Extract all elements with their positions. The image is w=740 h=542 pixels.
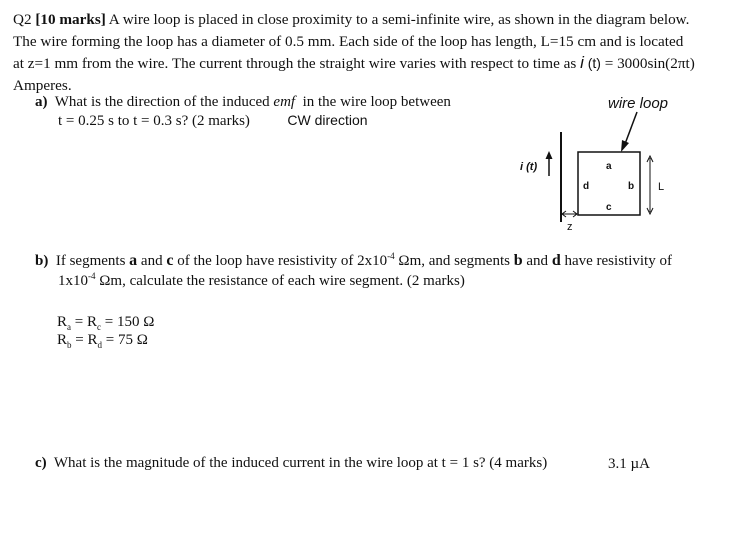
current-symbol: i bbox=[580, 53, 584, 72]
part-b-label: b) bbox=[35, 253, 49, 269]
current-arrow-head bbox=[546, 151, 553, 159]
part-c-answer: 3.1 µA bbox=[608, 456, 650, 472]
z-label: z bbox=[567, 221, 573, 233]
r-symbol-2: R bbox=[57, 332, 68, 348]
part-a-time-range: t = 0.25 s to t = 0.3 s? (2 marks) bbox=[58, 113, 250, 129]
part-c-text: What is the magnitude of the induced current in the wire loop at t = 1 s? (4 marks) bbox=[53, 455, 548, 471]
part-b-text-3: Ωm, and segments bbox=[398, 253, 510, 269]
part-b-text-5: 1x10 bbox=[58, 273, 88, 289]
answer-resistance-bd bbox=[57, 332, 148, 350]
part-b-text-1: If segments bbox=[55, 253, 126, 269]
wire-loop-diagram bbox=[520, 92, 710, 237]
side-a-label: a bbox=[606, 161, 612, 172]
intro-line-2: The wire forming the loop has a diameter of 0.5 mm. Each side of the loop has length, L=15 cm and is located bbox=[13, 32, 684, 50]
wire-loop-pointer bbox=[625, 112, 637, 144]
intro-line-3: at z=1 mm from the wire. The current through the straight wire varies with respect to time as bbox=[13, 55, 577, 72]
value-ac: = 150 Ω bbox=[100, 314, 155, 330]
current-label: i (t) bbox=[520, 161, 538, 173]
sub-d: d bbox=[97, 340, 102, 350]
intro-line-1: A wire loop is placed in close proximity to a semi-infinite wire, as shown in the diagram below. bbox=[108, 11, 690, 28]
question-marks: [10 marks] bbox=[35, 11, 106, 28]
segment-b: b bbox=[513, 252, 523, 269]
part-b-line-2 bbox=[58, 271, 465, 290]
exponent-2: -4 bbox=[88, 271, 96, 281]
side-b-label: b bbox=[628, 181, 635, 192]
sub-a: a bbox=[67, 322, 72, 332]
part-b-text-6: Ωm, calculate the resistance of each wire segment. (2 marks) bbox=[99, 273, 465, 289]
part-a-line-1 bbox=[35, 94, 451, 111]
part-b-text-2: of the loop have resistivity of 2x10 bbox=[177, 253, 388, 269]
current-t: (t) bbox=[587, 55, 601, 71]
wire-loop-label: wire loop bbox=[608, 95, 669, 112]
intro-line-4: Amperes. bbox=[13, 76, 72, 94]
part-a-text-pre: What is the direction of the induced bbox=[54, 94, 270, 110]
r-symbol-1: R bbox=[57, 314, 68, 330]
value-bd: = 75 Ω bbox=[101, 332, 148, 348]
part-a-label: a) bbox=[35, 94, 48, 110]
eq-1: = R bbox=[71, 314, 97, 330]
current-expression: = 3000sin(2πt) bbox=[604, 55, 695, 72]
exponent-1: -4 bbox=[387, 251, 395, 261]
segment-d: d bbox=[551, 252, 561, 269]
answer-resistance-ac bbox=[57, 314, 154, 332]
side-d-label: d bbox=[583, 181, 590, 192]
wire-loop-pointer-head bbox=[621, 140, 629, 152]
part-a-answer: CW direction bbox=[287, 112, 368, 128]
sub-c: c bbox=[96, 322, 101, 332]
part-a-text-post: in the wire loop between bbox=[302, 94, 451, 110]
side-c-label: c bbox=[606, 202, 612, 213]
part-a-line-2 bbox=[58, 112, 368, 130]
question-number: Q2 bbox=[13, 11, 32, 28]
part-b-and-1: and bbox=[140, 253, 163, 269]
sub-b: b bbox=[67, 340, 72, 350]
segment-c: c bbox=[166, 252, 174, 269]
part-b-line-1 bbox=[35, 251, 672, 270]
part-a-emf: emf bbox=[273, 94, 296, 110]
question-intro bbox=[13, 9, 728, 96]
part-c-label: c) bbox=[35, 455, 47, 471]
part-c-line bbox=[35, 455, 547, 472]
segment-a: a bbox=[129, 252, 138, 269]
part-b-text-4: have resistivity of bbox=[564, 253, 672, 269]
part-b-and-2: and bbox=[526, 253, 549, 269]
length-label: L bbox=[658, 181, 665, 193]
eq-2: = R bbox=[71, 332, 98, 348]
